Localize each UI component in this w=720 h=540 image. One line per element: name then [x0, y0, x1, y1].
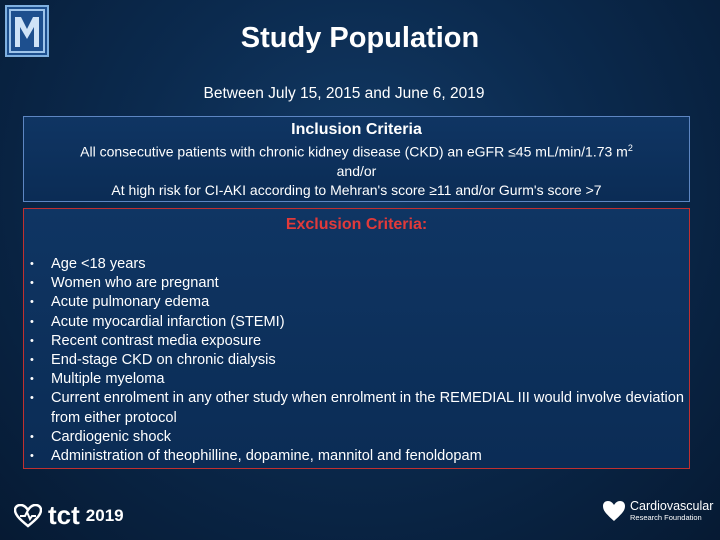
- bullet: •: [30, 373, 34, 386]
- inclusion-box: [23, 116, 690, 202]
- list-item: [24, 293, 684, 312]
- list-item: [24, 428, 684, 447]
- bullet: •: [30, 334, 34, 347]
- list-item-text: End-stage CKD on chronic dialysis: [51, 352, 276, 369]
- list-item-text: Cardiogenic shock: [51, 428, 172, 445]
- list-item-text: Age <18 years: [51, 256, 146, 272]
- list-item: [24, 255, 684, 274]
- inclusion-line-2: and/or: [336, 162, 377, 179]
- bullet: •: [30, 258, 34, 270]
- bullet: •: [30, 392, 34, 405]
- bullet: •: [30, 354, 34, 367]
- list-item-text: Women who are pregnant: [51, 275, 219, 292]
- list-item: [24, 313, 684, 332]
- bullet: •: [30, 430, 34, 443]
- list-item-text: Current enrolment in any other study when enrolment in the REMEDIAL III would involve deviation from either protocol: [51, 390, 684, 426]
- list-item: [24, 351, 684, 370]
- list-item: [24, 274, 684, 293]
- inclusion-heading: Inclusion Criteria: [291, 121, 422, 138]
- inclusion-line-1: [24, 139, 689, 162]
- bullet: •: [30, 450, 34, 463]
- list-item: [24, 332, 684, 351]
- page-title: Study Population: [240, 22, 480, 54]
- inclusion-line-3: At high risk for CI-AKI according to Mehran's score ≥11 and/or Gurm's score >7: [111, 181, 602, 198]
- crf-logo: [602, 500, 713, 522]
- list-item: [24, 370, 684, 389]
- list-item-text: Acute pulmonary edema: [51, 294, 210, 311]
- inclusion-line-1-text: All consecutive patients with chronic kidney disease (CKD) an eGFR ≤45 mL/min/1.73 m: [80, 143, 628, 160]
- list-item: [24, 389, 684, 427]
- exclusion-heading: Exclusion Criteria:: [285, 216, 428, 233]
- study-period: Between July 15, 2015 and June 6, 2019: [203, 85, 485, 102]
- heart-icon: [14, 504, 42, 528]
- list-item-text: Recent contrast media exposure: [51, 332, 262, 349]
- crf-subtitle: Research Foundation: [630, 513, 702, 522]
- inclusion-line-1-sup: 2: [627, 143, 633, 153]
- tct-text: tct: [48, 500, 80, 530]
- tct-logo: [14, 500, 124, 531]
- list-item-text: Acute myocardial infarction (STEMI): [51, 313, 285, 330]
- list-item-text: Multiple myeloma: [51, 371, 165, 388]
- list-item: [24, 447, 684, 466]
- crf-name: Cardiovascular: [630, 499, 714, 513]
- bullet: •: [30, 296, 34, 309]
- bullet: •: [30, 277, 34, 290]
- list-item-text: Administration of theophilline, dopamine, mannitol and fenoldopam: [51, 448, 482, 465]
- bullet: •: [30, 315, 34, 328]
- exclusion-list: [24, 255, 684, 466]
- tct-year: 2019: [85, 505, 124, 525]
- exclusion-box: [23, 208, 690, 469]
- heart-icon: [602, 500, 626, 522]
